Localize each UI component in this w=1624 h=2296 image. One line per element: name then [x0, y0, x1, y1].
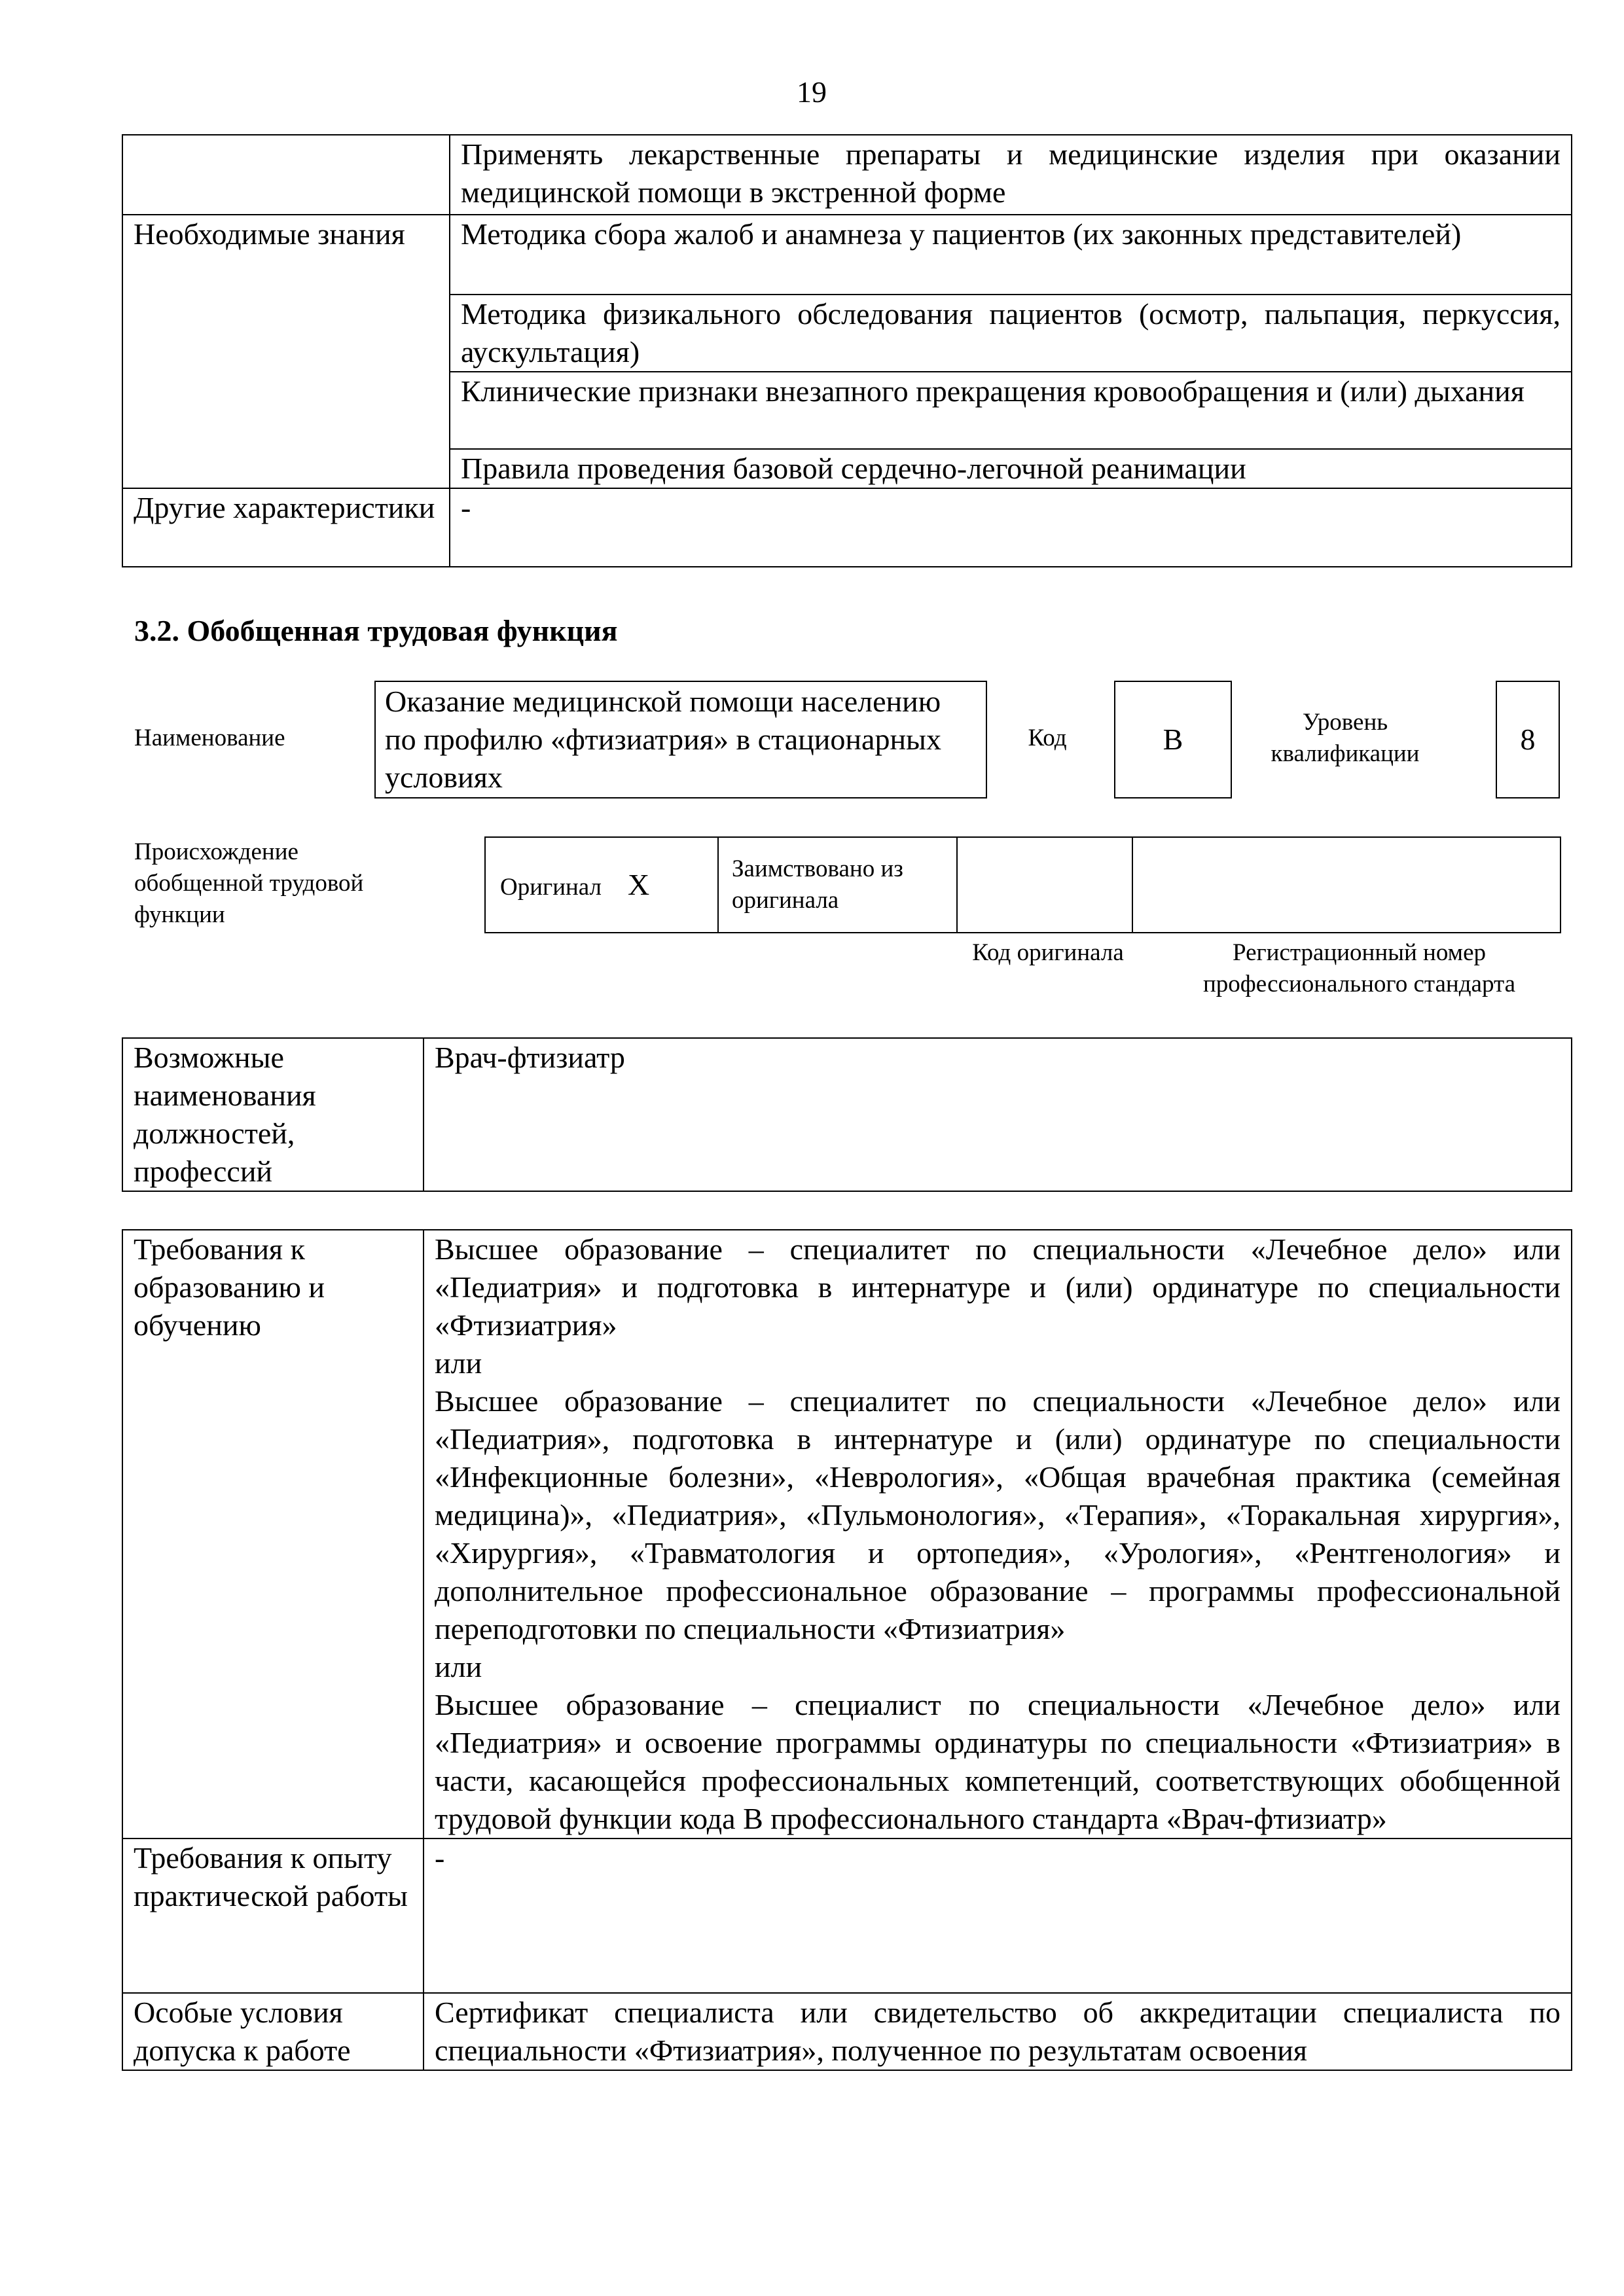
- table-row: [122, 1038, 1572, 1191]
- education-or: или: [435, 1346, 482, 1380]
- origin-table: [484, 836, 1561, 933]
- experience-value: -: [424, 1839, 1572, 1993]
- level-label: Уровень квалификации: [1271, 709, 1420, 767]
- name-value-box: [374, 681, 987, 798]
- education-paragraph: Высшее образование – специалитет по специальности «Лечебное дело» или «Педиатрия» и подготовка в интернатуре и (или) ординатуре по специальности «Фтизиатрия»: [435, 1232, 1561, 1342]
- empty-label-cell: [122, 135, 450, 215]
- registration-number-cell: [1132, 837, 1561, 933]
- level-value: 8: [1520, 723, 1536, 756]
- positions-value: Врач-фтизиатр: [424, 1038, 1572, 1191]
- page-number: 19: [797, 75, 827, 109]
- table-row: [122, 488, 1572, 567]
- name-value: Оказание медицинской помощи населению по профилю «фтизиатрия» в стационарных условиях: [385, 685, 941, 794]
- code-caption: Код оригинала: [972, 939, 1124, 966]
- knowledge-item: Методика физикального обследования пациентов (осмотр, пальпация, перкуссия, аускультация): [450, 295, 1572, 372]
- education-paragraph: Высшее образование – специалист по специальности «Лечебное дело» или «Педиатрия» и освоение программы ординатуры по специальности «Фтизиатрия» в части, касающейся профессиональных компетенций, соответствующих обобщенной трудовой функции кода B профессионального стандарта «Врач-фтизиатр»: [435, 1688, 1561, 1835]
- original-mark: X: [628, 868, 650, 901]
- education-paragraph: Высшее образование – специалитет по специальности «Лечебное дело» или «Педиатрия», подготовка в интернатуре и (или) ординатуре по специальности «Инфекционные болезни», «Неврология», «Общая врачебная практика (семейная медицина)», «Педиатрия», «Пульмонология», «Терапия», «Торакальная хирургия», «Хирургия», «Травматология и ортопедия», «Урология», «Рентгенология» и дополнительное профессиональное образование – программы профессиональной переподготовки по специальности «Фтизиатрия»: [435, 1384, 1561, 1645]
- table-row: [122, 1993, 1572, 2070]
- reg-caption: Регистрационный номер профессионального стандарта: [1202, 939, 1516, 997]
- original-label: Оригинал: [500, 874, 602, 901]
- education-or: или: [435, 1650, 482, 1683]
- section-heading: 3.2. Обобщенная трудовая функция: [134, 614, 618, 647]
- education-value: [424, 1230, 1572, 1839]
- other-label: Другие характеристики: [122, 488, 450, 567]
- knowledge-label: Необходимые знания: [122, 215, 450, 488]
- experience-label: Требования к опыту практической работы: [122, 1839, 424, 1993]
- table-row: [122, 135, 1572, 215]
- table-row: [122, 1839, 1572, 1993]
- name-label: Наименование: [134, 725, 285, 751]
- original-code-cell: [957, 837, 1132, 933]
- table-row: [122, 215, 1572, 295]
- knowledge-item: Правила проведения базовой сердечно-легочной реанимации: [450, 449, 1572, 488]
- top-table: [122, 134, 1572, 567]
- special-value: Сертификат специалиста или свидетельство об аккредитации специалиста по специальности «Фтизиатрия», полученное по результатам освоения: [424, 1993, 1572, 2070]
- positions-label: Возможные наименования должностей, профессий: [122, 1038, 424, 1191]
- education-label: Требования к образованию и обучению: [122, 1230, 424, 1839]
- knowledge-item: Клинические признаки внезапного прекращения кровообращения и (или) дыхания: [450, 372, 1572, 449]
- borrowed-label: Заимствовано из оригинала: [718, 837, 957, 933]
- intro-row-text: Применять лекарственные препараты и медицинские изделия при оказании медицинской помощи в экстренной форме: [450, 135, 1572, 215]
- original-cell: [485, 837, 718, 933]
- table-row: [485, 837, 1561, 933]
- other-value: -: [450, 488, 1572, 567]
- table-row: [122, 1230, 1572, 1839]
- level-value-box: [1496, 681, 1560, 798]
- code-value-box: [1114, 681, 1232, 798]
- code-value: B: [1163, 723, 1183, 756]
- origin-label: Происхождение обобщенной трудовой функции: [134, 838, 364, 928]
- special-label: Особые условия допуска к работе: [122, 1993, 424, 2070]
- positions-table: [122, 1037, 1572, 1192]
- code-label: Код: [1028, 725, 1067, 751]
- requirements-table: [122, 1229, 1572, 2071]
- knowledge-item: Методика сбора жалоб и анамнеза у пациентов (их законных представителей): [450, 215, 1572, 295]
